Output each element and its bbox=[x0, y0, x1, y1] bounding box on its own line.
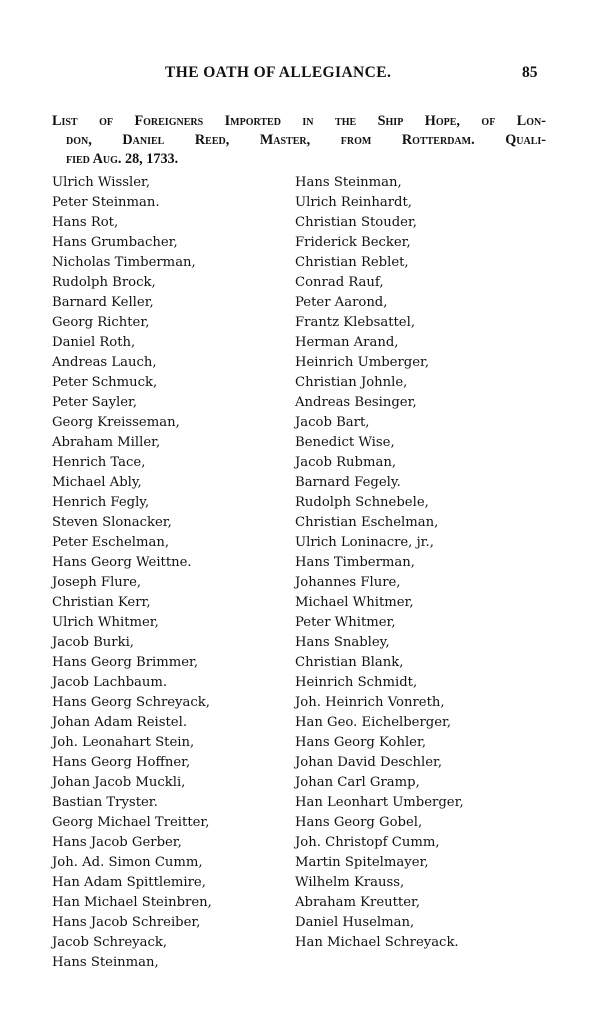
passenger-name: Conrad Rauf, bbox=[295, 275, 384, 290]
passenger-name: Bastian Tryster. bbox=[52, 795, 158, 810]
passenger-name: Han Geo. Eichelberger, bbox=[295, 715, 452, 730]
passenger-name: Friderick Becker, bbox=[295, 235, 411, 250]
passenger-name: Joseph Flure, bbox=[52, 575, 142, 590]
heading-line: don, Daniel Reed, Master, from Rotterdam. Quali- bbox=[66, 132, 546, 148]
passenger-name: Daniel Huselman, bbox=[295, 915, 415, 930]
passenger-name: Georg Richter, bbox=[52, 315, 150, 330]
passenger-name: Barnard Fegely. bbox=[295, 475, 401, 490]
passenger-name: Hans Georg Kohler, bbox=[295, 735, 427, 750]
passenger-name: Christian Eschelman, bbox=[295, 515, 439, 530]
passenger-name: Heinrich Schmidt, bbox=[295, 675, 418, 690]
passenger-name: Peter Aarond, bbox=[295, 295, 388, 310]
passenger-name: Christian Kerr, bbox=[52, 595, 151, 610]
passenger-name: Jacob Rubman, bbox=[295, 455, 397, 470]
passenger-name: Hans Jacob Schreiber, bbox=[52, 915, 201, 930]
passenger-name: Johan Carl Gramp, bbox=[295, 775, 420, 790]
names-column-right bbox=[295, 173, 464, 953]
passenger-name: Wilhelm Krauss, bbox=[295, 875, 405, 890]
passenger-name: Hans Georg Schreyack, bbox=[52, 695, 210, 710]
passenger-name: Han Adam Spittlemire, bbox=[52, 875, 206, 890]
passenger-name: Christian Blank, bbox=[295, 655, 404, 670]
passenger-name: Ulrich Whitmer, bbox=[52, 615, 159, 630]
passenger-name: Georg Michael Treitter, bbox=[52, 815, 210, 830]
passenger-name: Benedict Wise, bbox=[295, 435, 395, 450]
passenger-name: Barnard Keller, bbox=[52, 295, 154, 310]
passenger-name: Heinrich Umberger, bbox=[295, 355, 430, 370]
passenger-name: Henrich Fegly, bbox=[52, 495, 150, 510]
passenger-name: Daniel Roth, bbox=[52, 335, 136, 350]
passenger-name: Frantz Klebsattel, bbox=[295, 315, 416, 330]
passenger-name: Johan David Deschler, bbox=[295, 755, 443, 770]
passenger-name: Jacob Burki, bbox=[52, 635, 134, 650]
passenger-name: Ulrich Loninacre, jr., bbox=[295, 535, 434, 550]
passenger-name: Peter Steinman. bbox=[52, 195, 160, 210]
page-number: 85 bbox=[522, 64, 538, 81]
passenger-name: Nicholas Timberman, bbox=[52, 255, 196, 270]
passenger-name: Hans Jacob Gerber, bbox=[52, 835, 182, 850]
passenger-name: Christian Stouder, bbox=[295, 215, 417, 230]
passenger-name: Joh. Heinrich Vonreth, bbox=[295, 695, 445, 710]
passenger-name: Hans Georg Hoffner, bbox=[52, 755, 191, 770]
passenger-name: Hans Georg Brimmer, bbox=[52, 655, 199, 670]
heading-line: List of Foreigners Imported in the Ship Hope, of Lon- bbox=[52, 113, 546, 129]
passenger-name: Abraham Miller, bbox=[52, 435, 161, 450]
passenger-name: Ulrich Wissler, bbox=[52, 175, 151, 190]
passenger-name: Han Michael Steinbren, bbox=[52, 895, 212, 910]
passenger-name: Ulrich Reinhardt, bbox=[295, 195, 412, 210]
passenger-name: Abraham Kreutter, bbox=[295, 895, 421, 910]
passenger-name: Peter Whitmer, bbox=[295, 615, 396, 630]
passenger-name: Han Michael Schreyack. bbox=[295, 935, 459, 950]
names-column-left bbox=[52, 173, 212, 973]
passenger-name: Joh. Christopf Cumm, bbox=[295, 835, 440, 850]
passenger-name: Hans Georg Weittne. bbox=[52, 555, 192, 570]
passenger-name: Peter Sayler, bbox=[52, 395, 138, 410]
passenger-name: Hans Georg Gobel, bbox=[295, 815, 423, 830]
passenger-name: Henrich Tace, bbox=[52, 455, 146, 470]
passenger-name: Michael Ably, bbox=[52, 475, 142, 490]
passenger-name: Joh. Leonahart Stein, bbox=[52, 735, 195, 750]
passenger-name: Peter Eschelman, bbox=[52, 535, 170, 550]
passenger-name: Georg Kreisseman, bbox=[52, 415, 180, 430]
running-head bbox=[0, 64, 614, 88]
passenger-name: Johan Adam Reistel. bbox=[52, 715, 188, 730]
passenger-name: Hans Steinman, bbox=[52, 955, 159, 970]
heading-line: fied Aug. 28, 1733. bbox=[66, 151, 179, 167]
passenger-name: Peter Schmuck, bbox=[52, 375, 158, 390]
passenger-name: Hans Rot, bbox=[52, 215, 119, 230]
passenger-name: Martin Spitelmayer, bbox=[295, 855, 429, 870]
passenger-name: Steven Slonacker, bbox=[52, 515, 172, 530]
passenger-name: Jacob Schreyack, bbox=[52, 935, 168, 950]
passenger-name: Hans Snabley, bbox=[295, 635, 390, 650]
running-title: THE OATH OF ALLEGIANCE. bbox=[165, 64, 392, 81]
list-heading bbox=[52, 112, 546, 169]
passenger-name: Johannes Flure, bbox=[295, 575, 401, 590]
passenger-name: Christian Reblet, bbox=[295, 255, 409, 270]
passenger-name: Jacob Lachbaum. bbox=[52, 675, 168, 690]
passenger-name: Andreas Lauch, bbox=[52, 355, 157, 370]
passenger-name: Jacob Bart, bbox=[295, 415, 370, 430]
passenger-name: Hans Steinman, bbox=[295, 175, 402, 190]
passenger-name: Herman Arand, bbox=[295, 335, 399, 350]
passenger-name: Andreas Besinger, bbox=[295, 395, 417, 410]
passenger-name: Christian Johnle, bbox=[295, 375, 408, 390]
passenger-name: Johan Jacob Muckli, bbox=[52, 775, 186, 790]
passenger-name: Michael Whitmer, bbox=[295, 595, 414, 610]
passenger-name: Joh. Ad. Simon Cumm, bbox=[52, 855, 203, 870]
passenger-name: Rudolph Schnebele, bbox=[295, 495, 429, 510]
passenger-name: Rudolph Brock, bbox=[52, 275, 156, 290]
passenger-name: Han Leonhart Umberger, bbox=[295, 795, 464, 810]
passenger-name: Hans Timberman, bbox=[295, 555, 415, 570]
passenger-name: Hans Grumbacher, bbox=[52, 235, 178, 250]
